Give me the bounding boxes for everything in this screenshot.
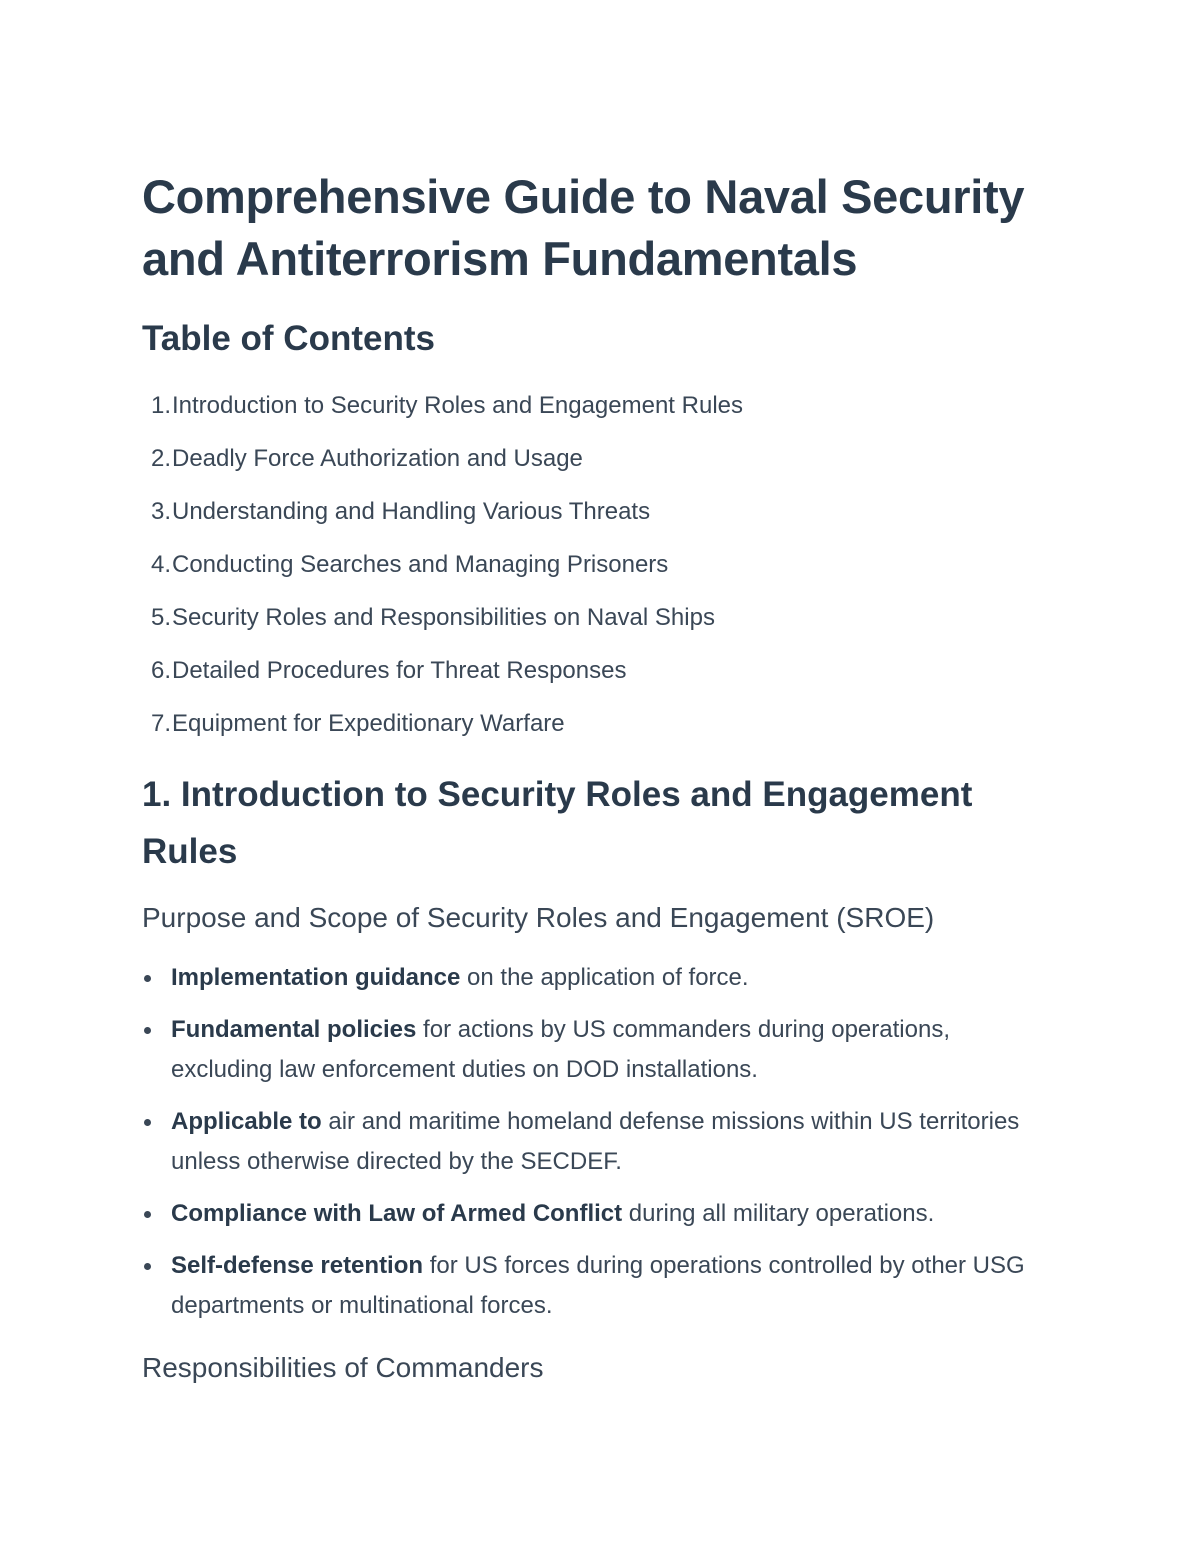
subheading-purpose: Purpose and Scope of Security Roles and Engagement (SROE) (142, 902, 935, 933)
toc-number: 6. (150, 657, 171, 684)
toc-number: 3. (150, 498, 171, 525)
toc-item (142, 494, 743, 547)
table-of-contents (142, 388, 743, 759)
toc-number: 1. (150, 392, 171, 419)
list-item (142, 1010, 1042, 1090)
subheading-commanders: Responsibilities of Commanders (142, 1352, 544, 1383)
bullet-bold-text: Compliance with Law of Armed Conflict (171, 1200, 623, 1227)
bullet-text: for actions by US commanders during operations, excluding law enforcement duties on DOD installations. (171, 1016, 950, 1083)
toc-number: 5. (150, 604, 171, 631)
toc-item-text: Security Roles and Responsibilities on Naval Ships (172, 604, 715, 631)
bullet-bold-text: Fundamental policies (171, 1016, 417, 1043)
bullet-text: on the application of force. (460, 964, 749, 991)
list-item (142, 1246, 1042, 1326)
bullet-text: during all military operations. (622, 1200, 935, 1227)
toc-item-text: Detailed Procedures for Threat Responses (172, 657, 627, 684)
toc-item (142, 706, 743, 759)
toc-item-text: Introduction to Security Roles and Engagement Rules (172, 392, 743, 419)
toc-item (142, 600, 743, 653)
toc-item-text: Deadly Force Authorization and Usage (172, 445, 583, 472)
bullet-bold-text: Self-defense retention (171, 1252, 424, 1279)
list-item (142, 1102, 1042, 1182)
bullet-text: air and maritime homeland defense missions within US territories unless otherwise directed by the SECDEF. (171, 1108, 1020, 1175)
toc-item-text: Understanding and Handling Various Threats (172, 498, 651, 525)
toc-heading: Table of Contents (142, 319, 435, 358)
list-item (142, 1194, 1042, 1234)
document-title: Comprehensive Guide to Naval Security and Antiterrorism Fundamentals (142, 170, 1025, 285)
bullet-text: for US forces during operations controlled by other USG departments or multinational forces. (171, 1252, 1025, 1319)
toc-item (142, 547, 743, 600)
toc-number: 7. (150, 710, 171, 737)
toc-number: 4. (150, 551, 171, 578)
toc-item (142, 441, 743, 494)
toc-item-text: Equipment for Expeditionary Warfare (172, 710, 565, 737)
bullet-bold-text: Implementation guidance (171, 964, 461, 991)
bullet-bold-text: Applicable to (171, 1108, 322, 1135)
toc-item-text: Conducting Searches and Managing Prisoners (172, 551, 669, 578)
toc-item (142, 388, 743, 441)
section-heading: 1. Introduction to Security Roles and Engagement Rules (142, 775, 973, 871)
list-item (142, 958, 1042, 998)
bullet-list (142, 958, 1042, 1338)
toc-number: 2. (150, 445, 171, 472)
toc-item (142, 653, 743, 706)
